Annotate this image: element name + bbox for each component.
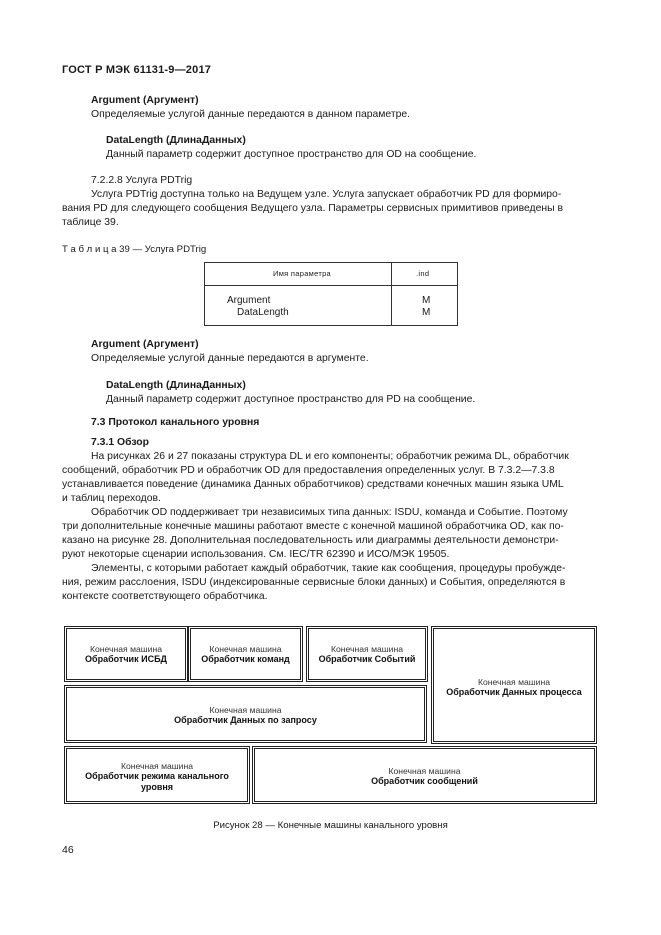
pd-box-label-1: Конечная машина bbox=[478, 677, 550, 687]
section-7228-heading: 7.2.2.8 Услуга PDTrig bbox=[91, 175, 193, 186]
datalength-text-2: Данный параметр содержит доступное пространство для PD на сообщение. bbox=[106, 394, 476, 405]
page-number: 46 bbox=[62, 844, 74, 856]
p2-line-1: Обработчик OD поддерживает три независимых типа данных: ISDU, команда и Событие. Поэтому bbox=[91, 507, 568, 518]
message-handler-box bbox=[252, 746, 597, 804]
datalength-text-1: Данный параметр содержит доступное пространство для OD на сообщение. bbox=[106, 149, 477, 160]
table-cell-ind-datalength: M bbox=[422, 307, 431, 318]
section-73-heading: 7.3 Протокол канального уровня bbox=[91, 417, 260, 428]
command-handler-box bbox=[188, 626, 303, 682]
command-box-label-1: Конечная машина bbox=[209, 644, 282, 654]
figure-caption: Рисунок 28 — Конечные машины канального уровня bbox=[213, 820, 448, 831]
command-box-label-2: Обработчик команд bbox=[201, 654, 290, 664]
parameter-table bbox=[204, 262, 458, 326]
datalength-title-2: DataLength (ДлинаДанных) bbox=[106, 380, 246, 391]
p1-line-1: На рисунках 26 и 27 показаны структура DL и его компоненты; обработчик режима DL, обработчик bbox=[91, 451, 569, 462]
table-caption-title: 39 — Услуга PDTrig bbox=[119, 244, 207, 255]
table-column-divider bbox=[391, 263, 392, 325]
isdu-box-label-1: Конечная машина bbox=[90, 644, 162, 654]
p1-line-3: устанавливается поведение (динамика Данных обработчиков) средствами конечных машин языка UML bbox=[62, 479, 564, 490]
p3-line-3: контексте соответствующего обработчика. bbox=[62, 591, 268, 602]
table-cell-name-datalength: DataLength bbox=[237, 307, 289, 318]
table-header-param-name: Имя параметра bbox=[273, 269, 332, 278]
isdu-handler-box bbox=[64, 626, 188, 682]
p3-line-2: ния, режим расслоения, ISDU (индексированные сервисные блоки данных) и События, определяются в bbox=[62, 577, 566, 588]
on-request-data-handler-box bbox=[64, 685, 427, 743]
msg-box-label-2: Обработчик сообщений bbox=[371, 776, 478, 786]
table-caption-prefix: Т а б л и ц а bbox=[62, 244, 117, 255]
p3-line-1: Элементы, с которыми работает каждый обработчик, такие как сообщения, процедуры пробужде- bbox=[91, 563, 566, 574]
od-box-label-2: Обработчик Данных по запросу bbox=[174, 715, 317, 725]
section-7228-line-1: Услуга PDTrig доступна только на Ведущем узле. Услуга запускает обработчик PD для формиро- bbox=[91, 189, 562, 200]
section-7228-line-3: таблице 39. bbox=[62, 217, 119, 228]
mode-box-label-1: Конечная машина bbox=[121, 761, 193, 771]
datalength-title-1: DataLength (ДлинаДанных) bbox=[106, 135, 246, 146]
event-box-label-1: Конечная машина bbox=[331, 644, 403, 654]
table-header-ind: .ind bbox=[416, 269, 430, 278]
pd-box-label-2: Обработчик Данных процесса bbox=[446, 687, 582, 697]
argument-title-2: Argument (Аргумент) bbox=[91, 339, 199, 350]
p2-line-2: три дополнительные конечные машины работают вместе с конечной машиной обработчика OD, как по- bbox=[62, 521, 564, 532]
document-header: ГОСТ Р МЭК 61131-9—2017 bbox=[62, 64, 212, 76]
table-cell-ind-argument: M bbox=[422, 295, 431, 306]
dl-mode-handler-box bbox=[64, 746, 250, 804]
p1-line-2: сообщений, обработчик PD и обработчик OD для предоставления определенных услуг. В 7.3.2—7.3.8 bbox=[62, 465, 555, 476]
section-7228-line-2: вания PD для следующего сообщения Ведущего узла. Параметры сервисных примитивов приведены в bbox=[62, 203, 563, 214]
table-caption bbox=[62, 243, 206, 257]
p1-line-4: и таблиц переходов. bbox=[62, 493, 161, 504]
event-box-label-2: Обработчик Событий bbox=[318, 654, 416, 664]
mode-box-label-3: уровня bbox=[140, 781, 174, 792]
isdu-box-label-2: Обработчик ИСБД bbox=[85, 654, 167, 664]
argument-title-1: Argument (Аргумент) bbox=[91, 95, 199, 106]
od-box-label-1: Конечная машина bbox=[209, 705, 282, 715]
table-cell-name-argument: Argument bbox=[227, 295, 271, 306]
mode-box-label-2: Обработчик режима канального bbox=[85, 771, 229, 781]
p2-line-4: руют некоторые сценарии использования. См. IEC/TR 62390 и ИСО/МЭК 19505. bbox=[62, 549, 450, 560]
section-731-heading: 7.3.1 Обзор bbox=[91, 437, 149, 448]
msg-box-label-1: Конечная машина bbox=[388, 766, 461, 776]
argument-text-1: Определяемые услугой данные передаются в данном параметре. bbox=[91, 109, 411, 120]
p2-line-3: казано на рисунке 28. Дополнительная последовательность или диаграммы деятельности демонстри- bbox=[62, 535, 559, 546]
process-data-handler-box bbox=[431, 626, 597, 744]
event-handler-box bbox=[306, 626, 428, 682]
argument-text-2: Определяемые услугой данные передаются в аргументе. bbox=[91, 353, 369, 364]
